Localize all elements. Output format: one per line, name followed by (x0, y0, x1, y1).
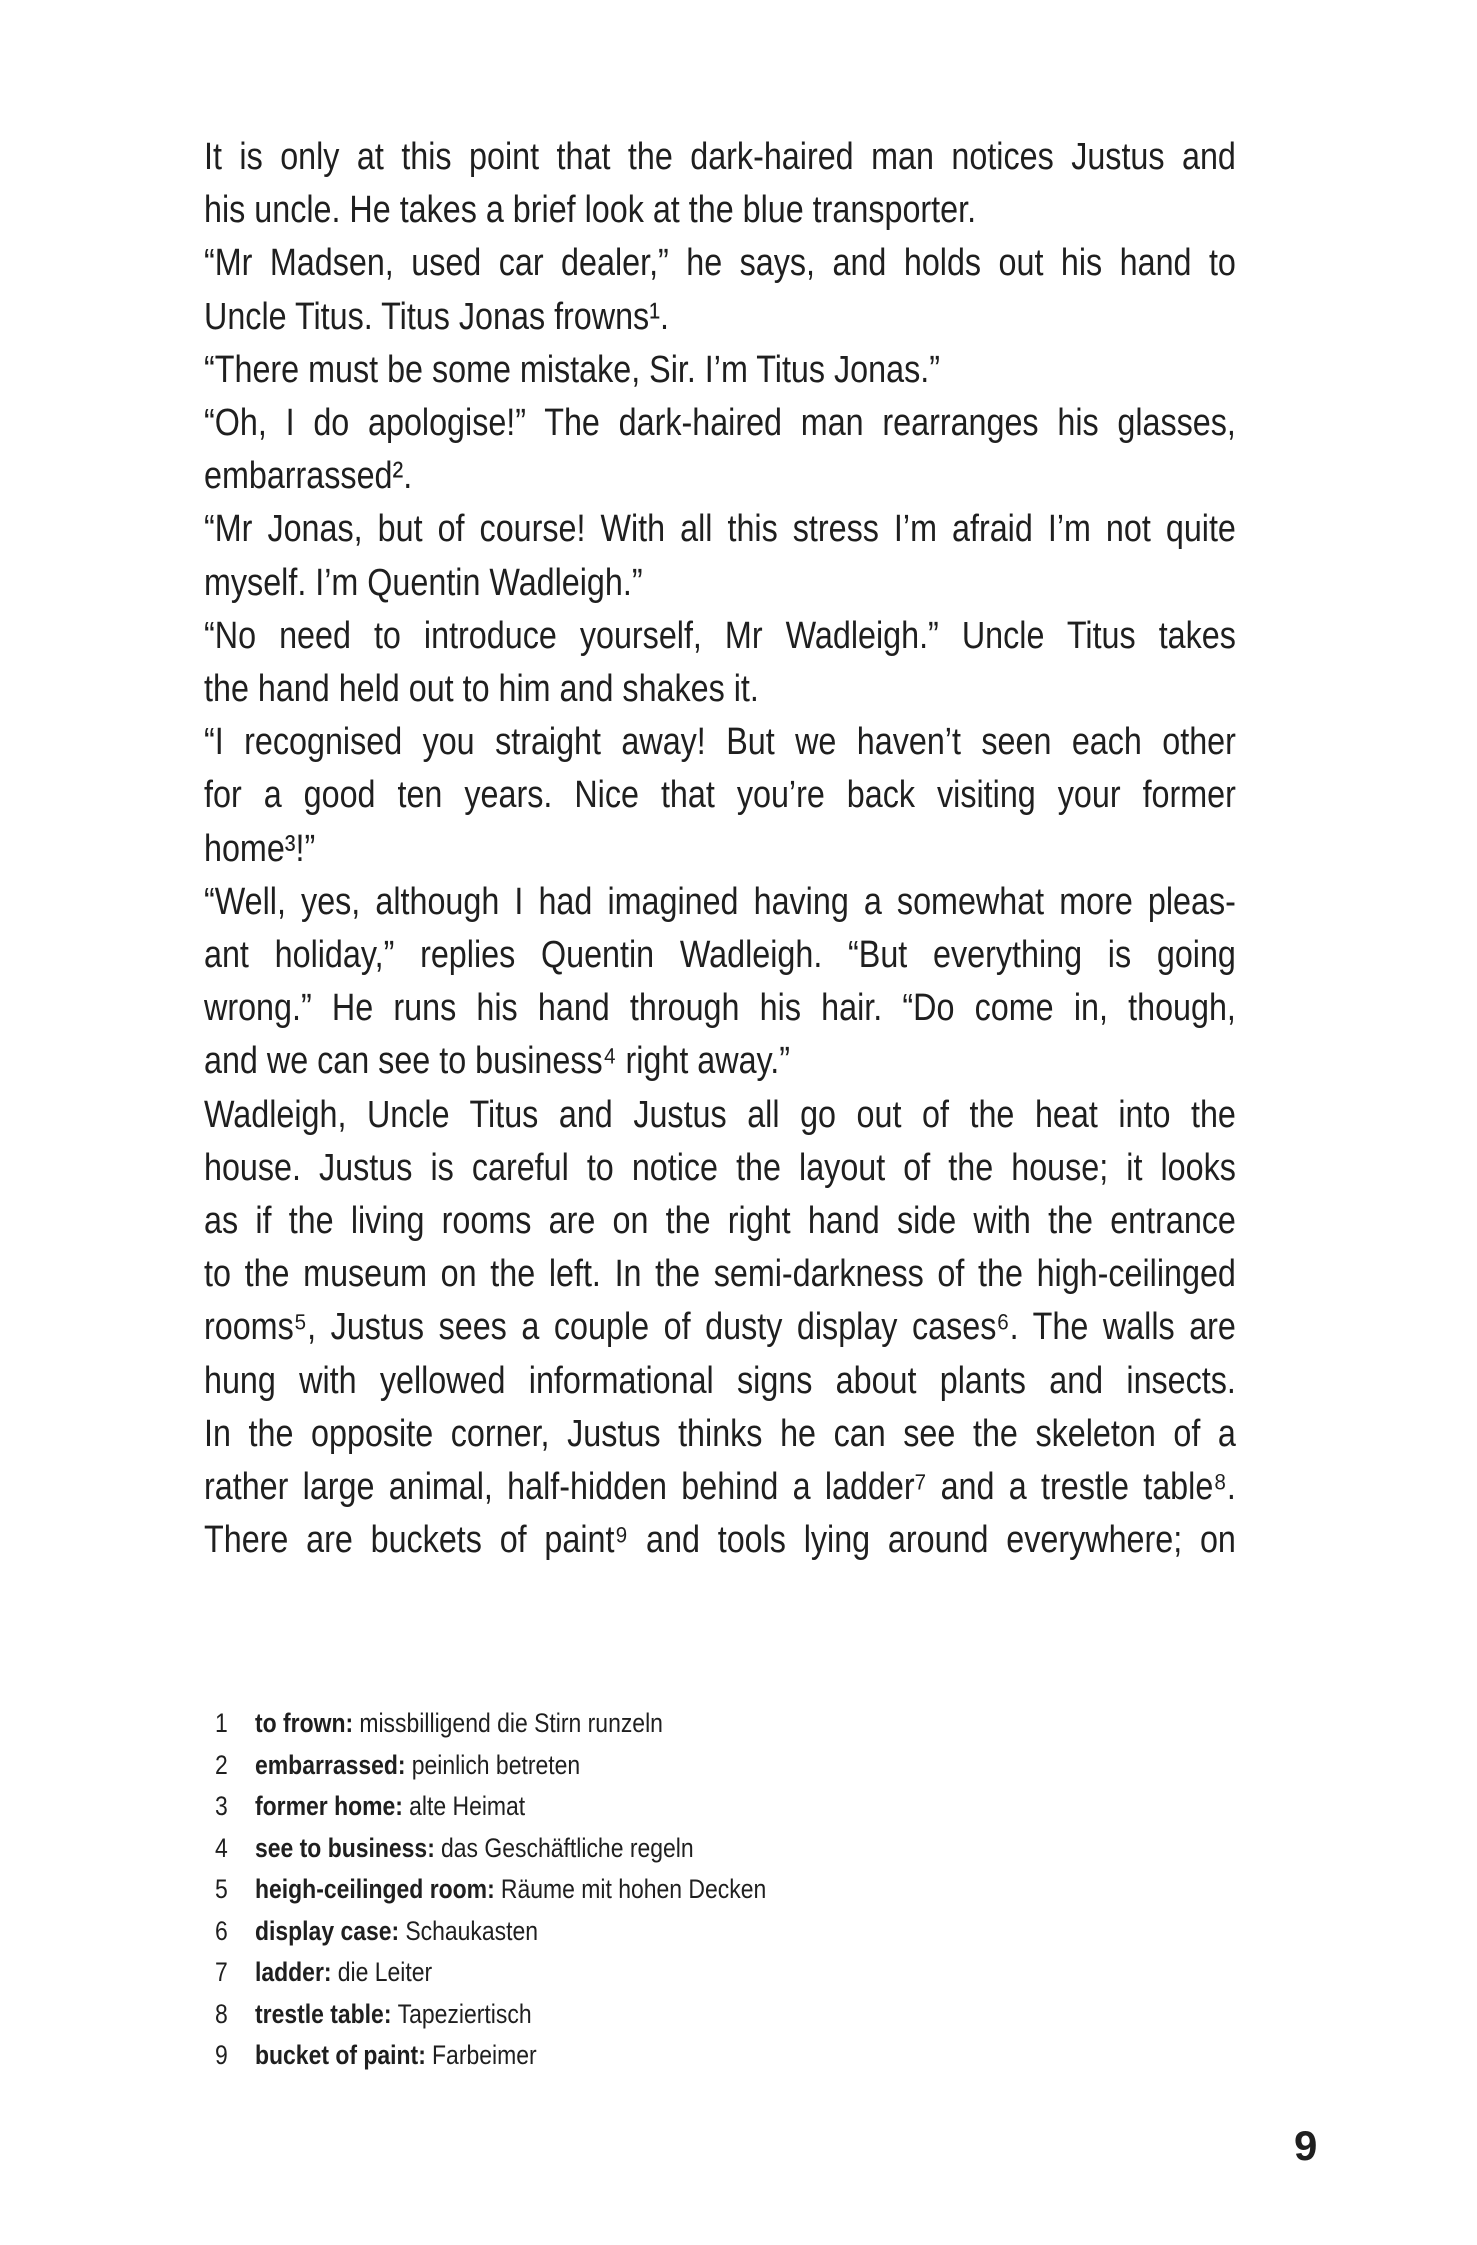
footnote-number: 1 (215, 1708, 228, 1739)
text-line: “Mr Jonas, but of course! With all this stress I’m afraid I’m not quite (204, 508, 1236, 551)
text-line: In the opposite corner, Justus thinks he can see the skeleton of a (204, 1412, 1236, 1455)
text-line: home³!” (204, 827, 316, 870)
text-line: Wadleigh, Uncle Titus and Justus all go out of the heat into the (204, 1093, 1236, 1136)
text-line: to the museum on the left. In the semi-darkness of the high-ceilinged (204, 1253, 1236, 1296)
footnote-term: see to business: (255, 1832, 435, 1863)
text-line: and we can see to business⁴ right away.” (204, 1040, 791, 1083)
footnote-row (204, 1828, 1236, 1870)
footnotes-block (204, 1703, 1236, 2077)
footnote-row (204, 1994, 1236, 2036)
text-line: for a good ten years. Nice that you’re back visiting your former (204, 774, 1236, 817)
footnote-number: 7 (215, 1957, 228, 1988)
text-line: rather large animal, half-hidden behind a ladder⁷ and a trestle table⁸. (204, 1466, 1236, 1509)
footnote-row (204, 1869, 1236, 1911)
text-column (204, 0, 1236, 2077)
footnote-number: 8 (215, 1998, 228, 2029)
footnote-number: 5 (215, 1874, 228, 1905)
text-line: ant holiday,” replies Quentin Wadleigh. “But everything is going (204, 934, 1236, 977)
footnote-definition: peinlich betreten (411, 1749, 581, 1780)
text-line: the hand held out to him and shakes it. (204, 668, 759, 711)
footnote-term: display case: (255, 1915, 400, 1946)
text-line: It is only at this point that the dark-haired man notices Justus and (204, 136, 1236, 178)
text-line: “No need to introduce yourself, Mr Wadleigh.” Uncle Titus takes (204, 614, 1236, 657)
text-line: as if the living rooms are on the right hand side with the entrance (204, 1200, 1236, 1243)
footnote-term: former home: (255, 1791, 403, 1822)
page-number: 9 (1294, 2122, 1318, 2169)
text-line: house. Justus is careful to notice the layout of the house; it looks (204, 1146, 1236, 1189)
footnote-definition: die Leiter (337, 1957, 433, 1988)
text-line: wrong.” He runs his hand through his hair. “Do come in, though, (204, 987, 1236, 1030)
footnote-term: heigh-ceilinged room: (255, 1874, 495, 1905)
footnote-definition: Räume mit hohen Decken (500, 1874, 767, 1905)
footnote-number: 9 (215, 2040, 228, 2071)
footnote-number: 4 (215, 1832, 228, 1863)
footnote-row (204, 1745, 1236, 1787)
text-line: hung with yellowed informational signs about plants and insects. (204, 1359, 1236, 1402)
footnote-definition: missbilligend die Stirn runzeln (359, 1708, 663, 1739)
text-line: “I recognised you straight away! But we haven’t seen each other (204, 721, 1236, 764)
footnote-term: to frown: (255, 1708, 354, 1739)
footnote-row (204, 2035, 1236, 2077)
footnote-term: ladder: (255, 1957, 332, 1988)
text-line: “Oh, I do apologise!” The dark-haired man rearranges his glasses, (204, 402, 1236, 445)
footnote-definition: Schaukasten (405, 1915, 539, 1946)
footnote-row (204, 1952, 1236, 1994)
text-line: “Well, yes, although I had imagined having a somewhat more pleas- (204, 880, 1236, 923)
footnote-number: 3 (215, 1791, 228, 1822)
text-line: Uncle Titus. Titus Jonas frowns¹. (204, 295, 669, 338)
text-line: his uncle. He takes a brief look at the blue transporter. (204, 189, 977, 232)
footnote-term: trestle table: (255, 1998, 392, 2029)
text-line: myself. I’m Quentin Wadleigh.” (204, 561, 643, 604)
footnote-row (204, 1911, 1236, 1953)
footnote-row (204, 1703, 1236, 1745)
text-line: embarrassed². (204, 455, 413, 498)
text-line: There are buckets of paint⁹ and tools lying around everywhere; on (204, 1519, 1236, 1562)
footnote-term: embarrassed: (255, 1749, 406, 1780)
footnote-definition: alte Heimat (409, 1791, 526, 1822)
text-line: “Mr Madsen, used car dealer,” he says, and holds out his hand to (204, 242, 1236, 285)
footnote-definition: Tapeziertisch (397, 1998, 532, 2029)
footnote-number: 2 (215, 1749, 228, 1780)
body-text-block (204, 131, 1236, 1567)
text-line: rooms⁵, Justus sees a couple of dusty display cases⁶. The walls are (204, 1306, 1236, 1349)
footnote-definition: das Geschäftliche regeln (441, 1832, 694, 1863)
footnote-row (204, 1786, 1236, 1828)
text-line: “There must be some mistake, Sir. I’m Titus Jonas.” (204, 348, 940, 391)
footnote-term: bucket of paint: (255, 2040, 426, 2071)
footnote-number: 6 (215, 1915, 228, 1946)
footnote-definition: Farbeimer (432, 2040, 537, 2071)
